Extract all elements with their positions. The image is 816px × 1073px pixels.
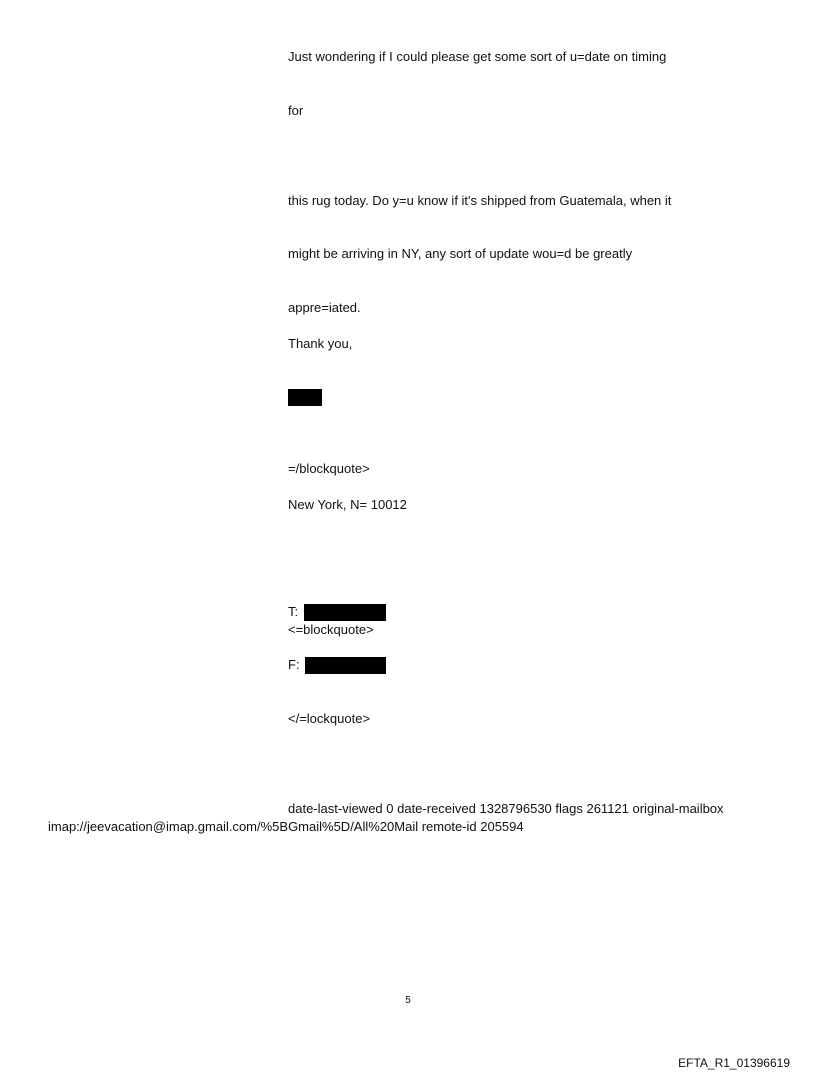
body-line-4: might be arriving in NY, any sort of update wou=d be greatly [288,246,633,261]
phone-line [288,604,386,621]
redaction-box [304,604,386,621]
phone-label: T: [288,604,299,619]
body-line-9: <=blockquote> [288,622,374,637]
closing-line: Thank you, [288,336,353,351]
body-line-5: appre=iated. [288,300,361,315]
body-line-10: </=lockquote> [288,711,371,726]
redaction-box [305,657,386,674]
document-id: EFTA_R1_01396619 [678,1056,790,1070]
page-number: 5 [405,995,411,1006]
metadata-line-2: imap://jeevacation@imap.gmail.com/%5BGmail%5D/All%20Mail remote-id 205594 [48,819,524,834]
redaction-box [288,389,322,406]
signature-redaction [288,389,322,406]
fax-line [288,657,386,674]
body-line-2: for [288,103,304,118]
fax-label: F: [288,657,300,672]
address-line: New York, N= 10012 [288,497,407,512]
body-line-7: =/blockquote> [288,461,370,476]
body-line-1: Just wondering if I could please get some sort of u=date on timing [288,49,667,64]
metadata-line-1: date-last-viewed 0 date-received 1328796530 flags 261121 original-mailbox [288,801,724,816]
body-line-3: this rug today. Do y=u know if it's shipped from Guatemala, when it [288,193,672,208]
